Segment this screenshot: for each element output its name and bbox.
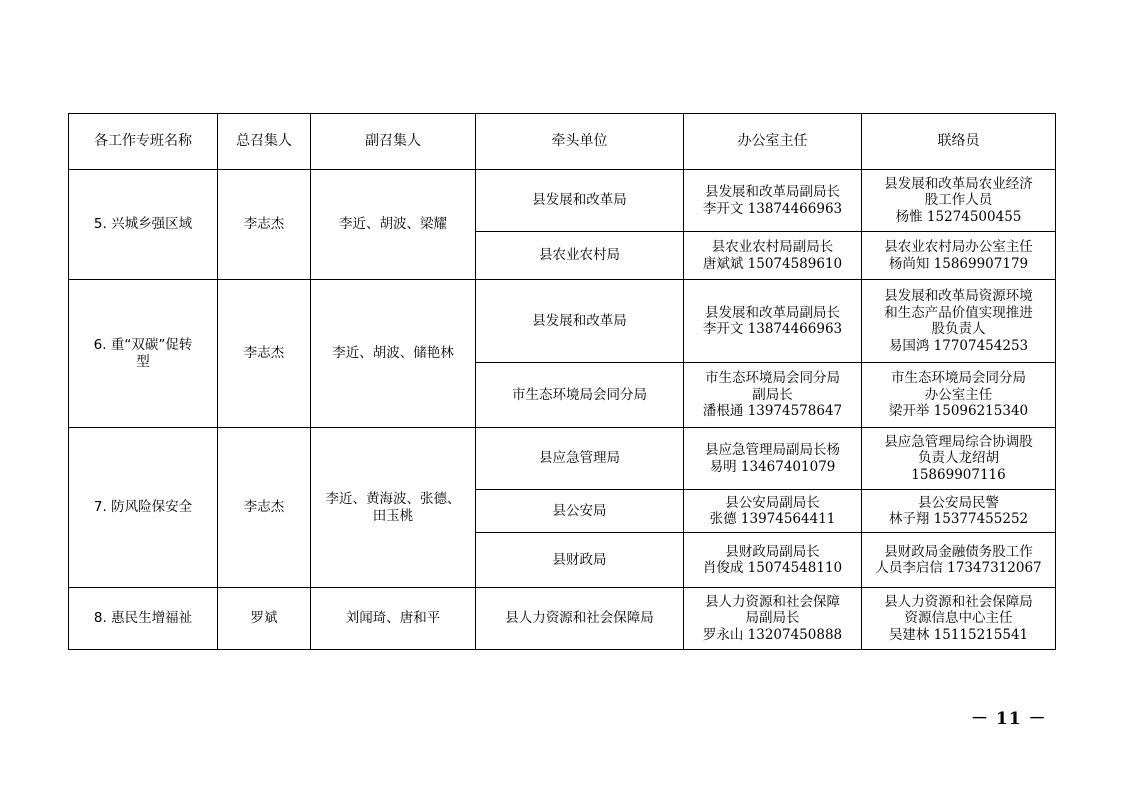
header-liaison: 联络员 bbox=[862, 114, 1056, 170]
liaison-line: 县发展和改革局农业经济 bbox=[884, 175, 1033, 192]
liaison-cell bbox=[862, 588, 1056, 650]
director-cell bbox=[684, 170, 862, 232]
director-line: 副局长 bbox=[752, 386, 793, 403]
liaison-line: 易国鸿 17707454253 bbox=[888, 337, 1029, 354]
deputy-cell bbox=[311, 428, 476, 588]
director-line: 县发展和改革局副局长 bbox=[705, 184, 840, 200]
convener-cell: 李志杰 bbox=[218, 170, 311, 280]
deputy-line: 刘闻琦、唐和平 bbox=[345, 610, 441, 627]
liaison-line: 县应急管理局综合协调股 bbox=[884, 433, 1033, 450]
director-line: 县财政局副局长 bbox=[725, 543, 820, 560]
liaison-line: 负责人龙绍胡 bbox=[918, 450, 999, 467]
liaison-line: 吴建林 15115215541 bbox=[888, 626, 1029, 643]
liaison-cell bbox=[862, 232, 1056, 280]
liaison-line: 人员李启信 17347312067 bbox=[875, 560, 1042, 576]
liaison-cell bbox=[862, 280, 1056, 363]
deputy-line: 李近、黄海波、张德、 bbox=[325, 491, 461, 507]
liaison-line: 县人力资源和社会保障局 bbox=[884, 593, 1033, 610]
director-line: 易明 13467401079 bbox=[709, 458, 836, 475]
liaison-line: 市生态环境局会同分局 bbox=[891, 370, 1026, 387]
liaison-line: 梁开举 15096215340 bbox=[888, 403, 1029, 420]
liaison-line: 办公室主任 bbox=[924, 386, 993, 403]
deputy-line: 田玉桃 bbox=[372, 507, 414, 524]
lead-unit-cell: 县发展和改革局 bbox=[476, 170, 684, 232]
section-name: 7. 防风险保安全 bbox=[93, 499, 193, 516]
liaison-line: 股负责人 bbox=[931, 321, 986, 337]
convener-cell: 罗斌 bbox=[218, 588, 311, 650]
liaison-line: 县发展和改革局资源环境 bbox=[884, 288, 1033, 304]
director-line: 罗永山 13207450888 bbox=[702, 626, 843, 643]
director-line: 李开文 13874466963 bbox=[702, 321, 843, 337]
section-name: 5. 兴城乡强区域 bbox=[93, 216, 193, 233]
director-line: 潘根通 13974578647 bbox=[702, 403, 843, 420]
liaison-line: 杨惟 15274500455 bbox=[895, 208, 1022, 225]
director-line: 县应急管理局副局长杨 bbox=[705, 442, 840, 458]
header-convener: 总召集人 bbox=[218, 114, 311, 170]
director-line: 县发展和改革局副局长 bbox=[705, 304, 840, 321]
page-number: － 11 － bbox=[971, 709, 1047, 729]
director-line: 县公安局副局长 bbox=[725, 494, 820, 511]
section-name-cell bbox=[69, 588, 218, 650]
work-group-table bbox=[68, 113, 1056, 650]
liaison-line: 杨尚知 15869907179 bbox=[888, 255, 1029, 272]
liaison-line: 县财政局金融债务股工作 bbox=[884, 543, 1033, 560]
header-office-director: 办公室主任 bbox=[684, 114, 862, 170]
liaison-cell bbox=[862, 363, 1056, 428]
lead-unit-cell: 县公安局 bbox=[476, 490, 684, 533]
lead-unit-cell: 县发展和改革局 bbox=[476, 280, 684, 363]
deputy-line: 李近、胡波、储艳林 bbox=[332, 345, 454, 362]
director-line: 张德 13974564411 bbox=[709, 511, 836, 527]
section-name-cell bbox=[69, 428, 218, 588]
lead-unit-cell: 县财政局 bbox=[476, 533, 684, 588]
table-row bbox=[69, 588, 1056, 650]
liaison-cell bbox=[862, 428, 1056, 490]
deputy-cell bbox=[311, 170, 476, 280]
director-line: 局副局长 bbox=[745, 610, 800, 627]
director-cell bbox=[684, 363, 862, 428]
liaison-line: 和生态产品价值实现推进 bbox=[884, 304, 1033, 321]
director-cell bbox=[684, 428, 862, 490]
section-name: 型 bbox=[136, 353, 150, 370]
liaison-cell bbox=[862, 533, 1056, 588]
liaison-line: 15869907116 bbox=[911, 466, 1006, 483]
director-line: 唐斌斌 15074589610 bbox=[702, 255, 843, 272]
header-lead-unit: 牵头单位 bbox=[476, 114, 684, 170]
lead-unit-cell: 县人力资源和社会保障局 bbox=[476, 588, 684, 650]
director-line: 县农业农村局副局长 bbox=[711, 239, 834, 255]
section-name-cell bbox=[69, 170, 218, 280]
deputy-cell bbox=[311, 588, 476, 650]
section-name: 8. 惠民生增福祉 bbox=[93, 610, 193, 627]
table-row bbox=[69, 280, 1056, 363]
lead-unit-cell: 市生态环境局会同分局 bbox=[476, 363, 684, 428]
director-cell bbox=[684, 280, 862, 363]
header-row bbox=[69, 114, 1056, 170]
director-line: 市生态环境局会同分局 bbox=[705, 370, 840, 387]
director-line: 李开文 13874466963 bbox=[702, 200, 843, 217]
header-group-name: 各工作专班名称 bbox=[69, 114, 218, 170]
deputy-cell bbox=[311, 280, 476, 428]
convener-cell: 李志杰 bbox=[218, 280, 311, 428]
lead-unit-cell: 县农业农村局 bbox=[476, 232, 684, 280]
liaison-line: 县农业农村局办公室主任 bbox=[884, 239, 1033, 255]
liaison-cell bbox=[862, 490, 1056, 533]
lead-unit-cell: 县应急管理局 bbox=[476, 428, 684, 490]
liaison-line: 股工作人员 bbox=[924, 192, 993, 209]
director-cell bbox=[684, 232, 862, 280]
director-line: 肖俊成 15074548110 bbox=[702, 560, 843, 576]
convener-cell: 李志杰 bbox=[218, 428, 311, 588]
liaison-line: 林子翔 15377455252 bbox=[888, 511, 1029, 527]
liaison-cell bbox=[862, 170, 1056, 232]
director-line: 县人力资源和社会保障 bbox=[705, 593, 840, 610]
section-name: 6. 重“双碳”促转 bbox=[93, 337, 193, 353]
director-cell bbox=[684, 533, 862, 588]
liaison-line: 资源信息中心主任 bbox=[904, 610, 1013, 627]
director-cell bbox=[684, 490, 862, 533]
table-row bbox=[69, 428, 1056, 490]
deputy-line: 李近、胡波、梁耀 bbox=[339, 216, 447, 233]
table-row bbox=[69, 170, 1056, 232]
liaison-line: 县公安局民警 bbox=[918, 494, 999, 511]
section-name-cell bbox=[69, 280, 218, 428]
director-cell bbox=[684, 588, 862, 650]
header-deputy-convener: 副召集人 bbox=[311, 114, 476, 170]
